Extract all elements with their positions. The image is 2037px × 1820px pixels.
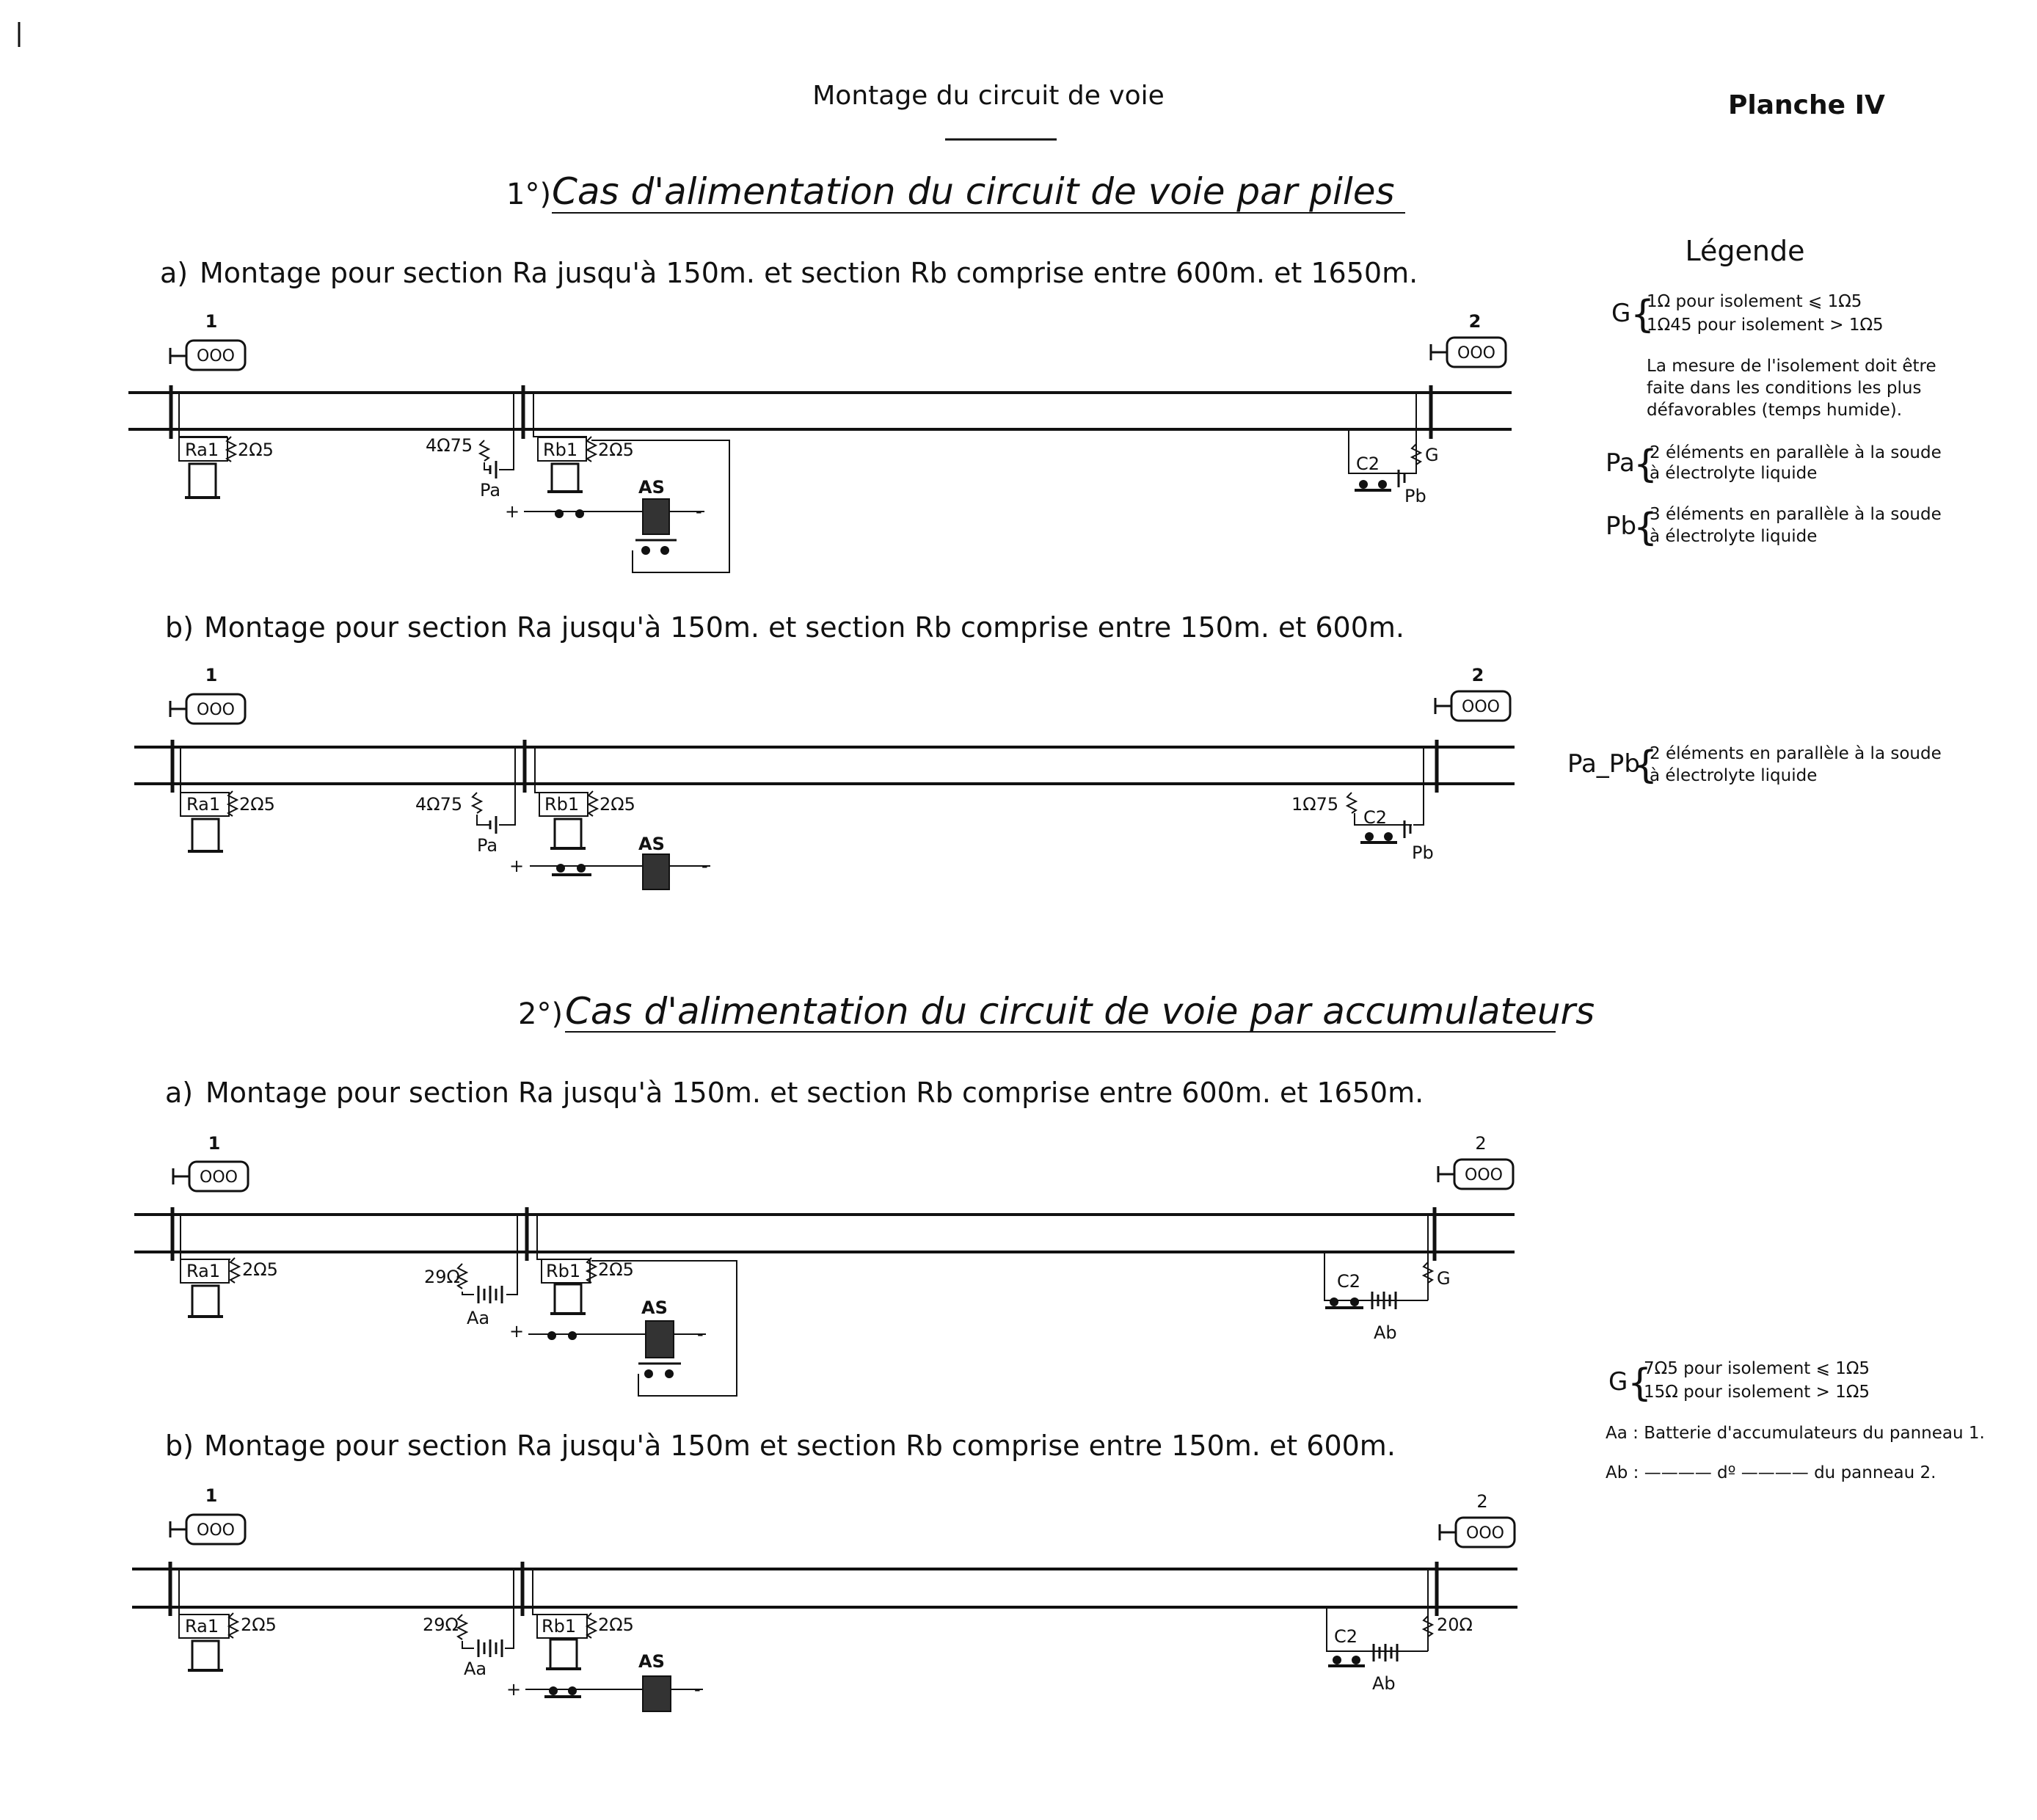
diagram-1a (128, 257, 1512, 572)
c2-contact-1 (1359, 480, 1368, 489)
mid-lead (506, 1215, 517, 1295)
mid-res-label: 4Ω75 (426, 435, 473, 456)
legend-g1-key: G (1611, 299, 1631, 328)
c2-label: C2 (1337, 1271, 1361, 1292)
g-label: G (1425, 445, 1439, 465)
resistor-ra (230, 1258, 239, 1283)
mid-source-label: Aa (464, 1659, 487, 1679)
resistor-rb (588, 791, 597, 816)
resistor-rb (587, 1613, 596, 1638)
signal-2-lamps: OOO (1457, 344, 1495, 363)
signal-2-lamps: OOO (1465, 1166, 1503, 1184)
resistor-rb-label: 2Ω5 (598, 1259, 634, 1280)
relay-rb1-coil (552, 464, 578, 492)
c2-contact-2 (1378, 480, 1387, 489)
mid-lead (499, 393, 514, 470)
mid-res-label: 29Ω (424, 1267, 460, 1287)
right-source-label: Pb (1404, 486, 1426, 506)
mid-resistor (473, 793, 481, 813)
diagram-1b-prefix: b) (165, 611, 194, 644)
right-res-label: 1Ω75 (1291, 794, 1339, 815)
as-contact-4 (660, 546, 669, 555)
right-source-label: Ab (1372, 1673, 1396, 1694)
ra-lead (181, 747, 229, 793)
as-label: AS (638, 1651, 665, 1672)
c2-contact-2 (1350, 1297, 1359, 1306)
mid-source-label: Pa (480, 480, 501, 500)
diagram-2b (132, 1430, 1517, 1711)
resistor-rb-label: 2Ω5 (598, 1615, 634, 1635)
as-label: AS (638, 477, 665, 498)
signal-2-number: 2 (1471, 665, 1484, 685)
relay-ra1-coil (192, 819, 219, 851)
legend-note-line2: faite dans les conditions les plus (1647, 379, 1922, 398)
resistor-ra-label: 2Ω5 (239, 794, 275, 815)
brace-pb: { (1633, 506, 1658, 550)
right-source-label: Pb (1412, 842, 1434, 863)
c2-contact-2 (1352, 1656, 1360, 1664)
signal-2-number: 2 (1468, 311, 1482, 332)
plus-sign: + (509, 1321, 525, 1342)
resistor-rb-label: 2Ω5 (600, 794, 635, 815)
relay-rb1-label: Rb1 (543, 440, 578, 460)
section-1-number: 1°) (506, 178, 552, 211)
section-2-title: Cas d'alimentation du circuit de voie par accumulateurs (565, 990, 1595, 1033)
legend-note-line3: défavorables (temps humide). (1647, 401, 1903, 420)
relay-ra1-label: Ra1 (185, 1616, 219, 1637)
relay-rb1-label: Rb1 (546, 1261, 581, 1281)
relay-rb1-label: Rb1 (542, 1616, 577, 1637)
minus-sign: - (694, 1679, 701, 1700)
signal-2-lamps: OOO (1466, 1524, 1504, 1543)
diagram-2a-caption: Montage pour section Ra jusqu'à 150m. et section Rb comprise entre 600m. et 1650m. (205, 1077, 1424, 1109)
legend-papb-line2: à électrolyte liquide (1650, 766, 1818, 785)
as-coil (643, 499, 669, 534)
pa-lead (477, 815, 490, 825)
mid-res-label: 29Ω (423, 1615, 459, 1635)
diagram-2a (134, 1077, 1515, 1396)
signal-1-lamps: OOO (197, 347, 235, 365)
as-contact-2 (575, 509, 584, 518)
diagram-2b-caption: Montage pour section Ra jusqu'à 150m et section Rb comprise entre 150m. et 600m. (204, 1430, 1396, 1462)
page-title: Montage du circuit de voie (812, 81, 1165, 111)
diagram-2a-prefix: a) (165, 1077, 194, 1109)
as-contact-1 (556, 864, 565, 873)
right-resistor (1347, 793, 1356, 813)
diagram-1b (134, 611, 1515, 889)
resistor-ra-label: 2Ω5 (241, 1615, 277, 1635)
relay-ra1-coil (189, 464, 216, 498)
diagram-2b-prefix: b) (165, 1430, 194, 1462)
signal-1-lamps: OOO (197, 701, 235, 719)
brace-pa: { (1633, 443, 1658, 487)
relay-ra1-coil (192, 1641, 219, 1670)
plate-label: Planche IV (1728, 90, 1885, 120)
mid-lead (499, 747, 515, 825)
c2-label: C2 (1356, 454, 1380, 474)
as-contact-2 (568, 1686, 577, 1695)
g-lead (1413, 747, 1424, 825)
plus-sign: + (505, 501, 520, 522)
diagram-1b-caption: Montage pour section Ra jusqu'à 150m. et section Rb comprise entre 150m. et 600m. (204, 611, 1404, 644)
legend-papb-key: Pa_Pb (1567, 749, 1640, 779)
signal-2-lamps: OOO (1462, 698, 1500, 716)
relay-ra1-label: Ra1 (185, 440, 219, 460)
legend-pb-line1: 3 éléments en parallèle à la soude (1650, 505, 1942, 524)
legend-g1-line1: 1Ω pour isolement ⩽ 1Ω5 (1647, 292, 1862, 311)
mid-source-label: Pa (477, 835, 498, 856)
mid-res-label: 4Ω75 (415, 794, 463, 815)
signal-2-number: 2 (1476, 1491, 1488, 1512)
legend-title: Légende (1685, 235, 1805, 267)
c2-label: C2 (1334, 1626, 1358, 1647)
as-contact-3 (644, 1369, 653, 1378)
mid-resistor (458, 1264, 467, 1289)
diagram-1a-caption: Montage pour section Ra jusqu'à 150m. et section Rb comprise entre 600m. et 1650m. (200, 257, 1418, 289)
legend-pb-line2: à électrolyte liquide (1650, 527, 1818, 546)
relay-ra1-coil (192, 1286, 219, 1317)
diagram-1a-prefix: a) (160, 257, 189, 289)
section-2-number: 2°) (518, 997, 564, 1031)
legend-pb-key: Pb (1606, 512, 1637, 541)
minus-sign: - (696, 501, 702, 522)
as-contact-2 (577, 864, 586, 873)
c2-contact-1 (1365, 832, 1374, 841)
as-coil (643, 854, 669, 889)
legend-pa-line1: 2 éléments en parallèle à la soude (1650, 443, 1942, 462)
plus-sign: + (506, 1679, 522, 1700)
as-label: AS (638, 834, 665, 854)
brace-g2: { (1628, 1361, 1652, 1405)
legend (1567, 235, 1985, 1482)
legend-pa-key: Pa (1606, 448, 1635, 478)
c2-contact-1 (1333, 1656, 1341, 1664)
signal-1-number: 1 (205, 1485, 218, 1506)
resistor-ra (227, 437, 236, 462)
as-coil (643, 1676, 671, 1711)
as-contact-1 (555, 509, 564, 518)
legend-papb-line1: 2 éléments en parallèle à la soude (1650, 744, 1942, 763)
relay-ra1-label: Ra1 (186, 794, 221, 815)
section-2-heading (518, 990, 1595, 1033)
legend-note-line1: La mesure de l'isolement doit être (1647, 357, 1936, 376)
as-contact-3 (641, 546, 650, 555)
signal-1-lamps: OOO (200, 1168, 238, 1187)
aa-lead (462, 1641, 474, 1648)
legend-g2-key: G (1608, 1367, 1628, 1397)
right-source-label: Ab (1374, 1322, 1397, 1343)
as-contact-1 (549, 1686, 558, 1695)
legend-ab: Ab : ———— dº ———— du panneau 2. (1606, 1463, 1936, 1482)
aa-lead (462, 1292, 474, 1295)
c2-contact-2 (1384, 832, 1393, 841)
g-lead (1407, 393, 1416, 473)
mid-source-label: Aa (467, 1308, 490, 1328)
as-coil (646, 1321, 674, 1358)
minus-sign: - (697, 1324, 704, 1344)
minus-sign: - (702, 856, 708, 876)
brace-g1: { (1630, 293, 1655, 337)
resistor-rb-label: 2Ω5 (598, 440, 634, 460)
mid-resistor (480, 440, 489, 461)
relay-ra1-label: Ra1 (186, 1261, 221, 1281)
relay-rb1-coil (555, 1284, 581, 1314)
legend-g2-line2: 15Ω pour isolement > 1Ω5 (1644, 1383, 1870, 1402)
signal-2-number: 2 (1475, 1133, 1487, 1154)
resistor-rb (587, 1258, 596, 1283)
signal-1-number: 1 (208, 1133, 221, 1154)
relay-rb1-coil (550, 1639, 577, 1669)
as-contact-2 (568, 1331, 577, 1340)
c2-label: C2 (1363, 807, 1388, 828)
brace-papb: { (1633, 743, 1658, 787)
right-res-label: 20Ω (1437, 1615, 1473, 1635)
relay-rb1-coil (555, 819, 581, 848)
as-contact-4 (665, 1369, 674, 1378)
plus-sign: + (509, 856, 525, 876)
resistor-ra (228, 791, 237, 816)
rb-lead (535, 747, 588, 793)
resistor-ra-label: 2Ω5 (238, 440, 274, 460)
section-1-title: Cas d'alimentation du circuit de voie par piles (552, 170, 1395, 213)
g-label: G (1437, 1268, 1451, 1289)
resistor-ra (229, 1613, 238, 1638)
relay-rb1-label: Rb1 (544, 794, 580, 815)
signal-1-number: 1 (205, 665, 218, 685)
mid-resistor (458, 1615, 467, 1639)
signal-1-number: 1 (205, 311, 218, 332)
legend-g1-line2: 1Ω45 pour isolement > 1Ω5 (1647, 316, 1884, 335)
legend-g2-line1: 7Ω5 pour isolement ⩽ 1Ω5 (1644, 1359, 1870, 1378)
legend-pa-line2: à électrolyte liquide (1650, 464, 1818, 483)
as-label: AS (641, 1297, 668, 1318)
legend-aa: Aa : Batterie d'accumulateurs du panneau 1. (1606, 1424, 1985, 1443)
resistor-ra-label: 2Ω5 (242, 1259, 278, 1280)
section-1-heading (506, 170, 1405, 213)
signal-1-lamps: OOO (197, 1521, 235, 1540)
c2-contact-1 (1330, 1297, 1338, 1306)
as-contact-1 (547, 1331, 556, 1340)
